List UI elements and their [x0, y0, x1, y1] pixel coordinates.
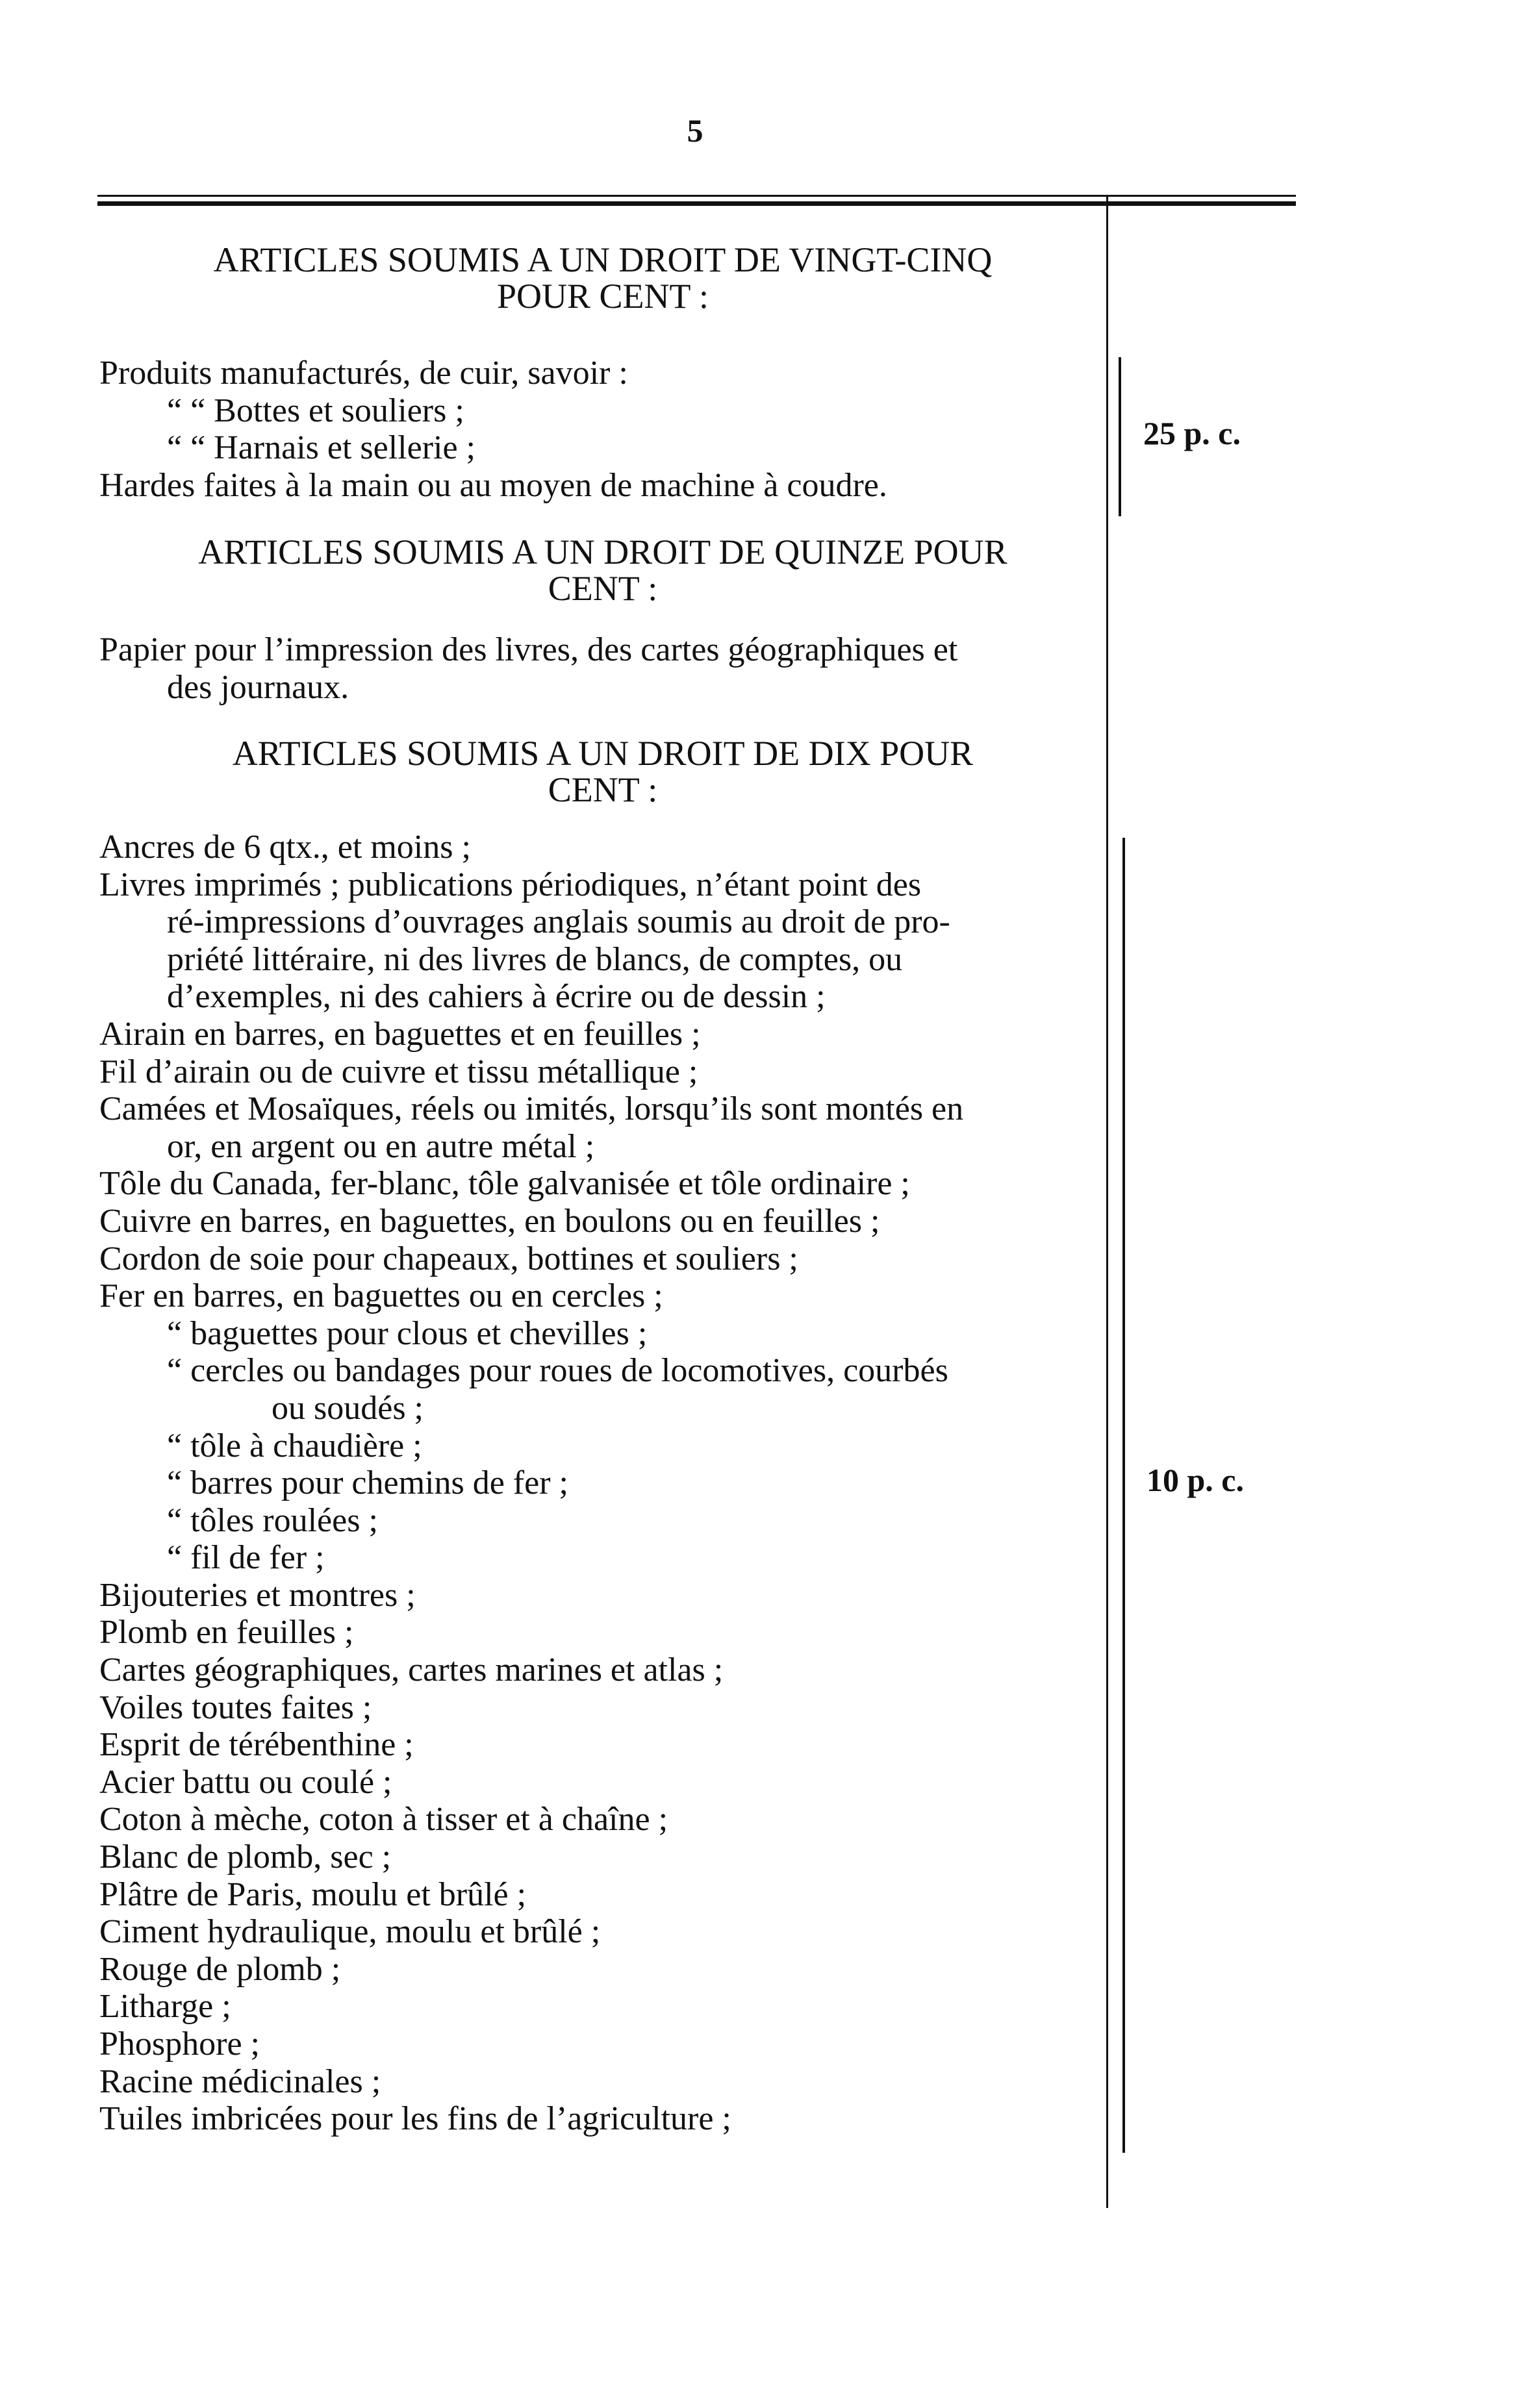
top-rule-thick [97, 201, 1296, 206]
top-rule [97, 195, 1296, 197]
rate-label: 25 p. c. [1143, 415, 1241, 451]
section-heading-cont: CENT : [548, 770, 658, 809]
section-fifteen [99, 534, 1106, 706]
list-item: Airain en barres, en baguettes et en feuilles ; [99, 1015, 701, 1053]
list-item: “ “ Bottes et souliers ; [167, 392, 464, 429]
list-item: ou soudés ; [272, 1389, 424, 1427]
list-item: priété littéraire, ni des livres de blancs, de comptes, ou [167, 940, 903, 978]
list-item: Phosphore ; [99, 2025, 260, 2063]
rate-label: 10 p. c. [1147, 1462, 1244, 1498]
list-item: Papier pour l’impression des livres, des cartes géographiques et [99, 631, 958, 668]
list-item: “ cercles ou bandages pour roues de locomotives, courbés [167, 1352, 948, 1390]
section-twenty-five [99, 242, 1106, 504]
list-item: Cartes géographiques, cartes marines et atlas ; [99, 1651, 724, 1689]
list-item: des journaux. [167, 668, 349, 706]
list-item: or, en argent ou en autre métal ; [167, 1127, 595, 1165]
column-divider [1106, 195, 1108, 2208]
list-item: Fil d’airain ou de cuivre et tissu métallique ; [99, 1053, 698, 1090]
list-item: “ baguettes pour clous et chevilles ; [167, 1314, 648, 1352]
list-item: Ancres de 6 qtx., et moins ; [99, 829, 471, 866]
list-item: Esprit de térébenthine ; [99, 1726, 414, 1764]
list-item: d’exemples, ni des cahiers à écrire ou de dessin ; [167, 978, 826, 1016]
page-number: 5 [687, 112, 703, 149]
list-item: “ tôle à chaudière ; [167, 1427, 422, 1464]
list-item: Rouge de plomb ; [99, 1950, 341, 1988]
list-item: Litharge ; [99, 1988, 231, 2025]
list-item: Fer en barres, en baguettes ou en cercles ; [99, 1277, 663, 1315]
list-item: Ciment hydraulique, moulu et brûlé ; [99, 1913, 601, 1951]
list-item: Voiles toutes faites ; [99, 1688, 372, 1726]
list-item: Racine médicinales ; [99, 2063, 381, 2100]
list-item: Cordon de soie pour chapeaux, bottines et souliers ; [99, 1240, 798, 1277]
list-item: Plomb en feuilles ; [99, 1614, 354, 1651]
list-item: Livres imprimés ; publications périodiques, n’étant point des [99, 866, 922, 903]
list-item: “ tôles roulées ; [167, 1501, 378, 1539]
section-heading-cont: CENT : [548, 569, 658, 608]
list-item: ré-impressions d’ouvrages anglais soumis au droit de pro- [167, 903, 950, 941]
list-item: Tôle du Canada, fer-blanc, tôle galvanisée et tôle ordinaire ; [99, 1165, 910, 1203]
list-item: Cuivre en barres, en baguettes, en boulons ou en feuilles ; [99, 1202, 880, 1240]
list-item: “ “ Harnais et sellerie ; [167, 429, 475, 467]
list-item: Blanc de plomb, sec ; [99, 1838, 392, 1876]
brace [1119, 357, 1121, 516]
section-ten [99, 735, 1106, 2138]
section-heading: ARTICLES SOUMIS A UN DROIT DE DIX POUR [232, 734, 974, 773]
brace [1122, 838, 1125, 2153]
list-item: Tuiles imbricées pour les fins de l’agriculture ; [99, 2100, 731, 2138]
section-heading-cont: POUR CENT : [496, 277, 709, 316]
list-item: Camées et Mosaïques, réels ou imités, lorsqu’ils sont montés en [99, 1090, 964, 1128]
section-heading: ARTICLES SOUMIS A UN DROIT DE VINGT-CINQ [213, 240, 993, 279]
list-item: “ fil de fer ; [167, 1539, 325, 1577]
list-item: Bijouteries et montres ; [99, 1576, 416, 1614]
list-item: Produits manufacturés, de cuir, savoir : [99, 355, 628, 392]
list-item: Plâtre de Paris, moulu et brûlé ; [99, 1875, 527, 1913]
list-item: Acier battu ou coulé ; [99, 1763, 392, 1801]
list-item: “ barres pour chemins de fer ; [167, 1464, 568, 1502]
list-item: Hardes faites à la main ou au moyen de machine à coudre. [99, 466, 887, 504]
list-item: Coton à mèche, coton à tisser et à chaîne ; [99, 1801, 668, 1838]
section-heading: ARTICLES SOUMIS A UN DROIT DE QUINZE POUR [198, 533, 1007, 571]
